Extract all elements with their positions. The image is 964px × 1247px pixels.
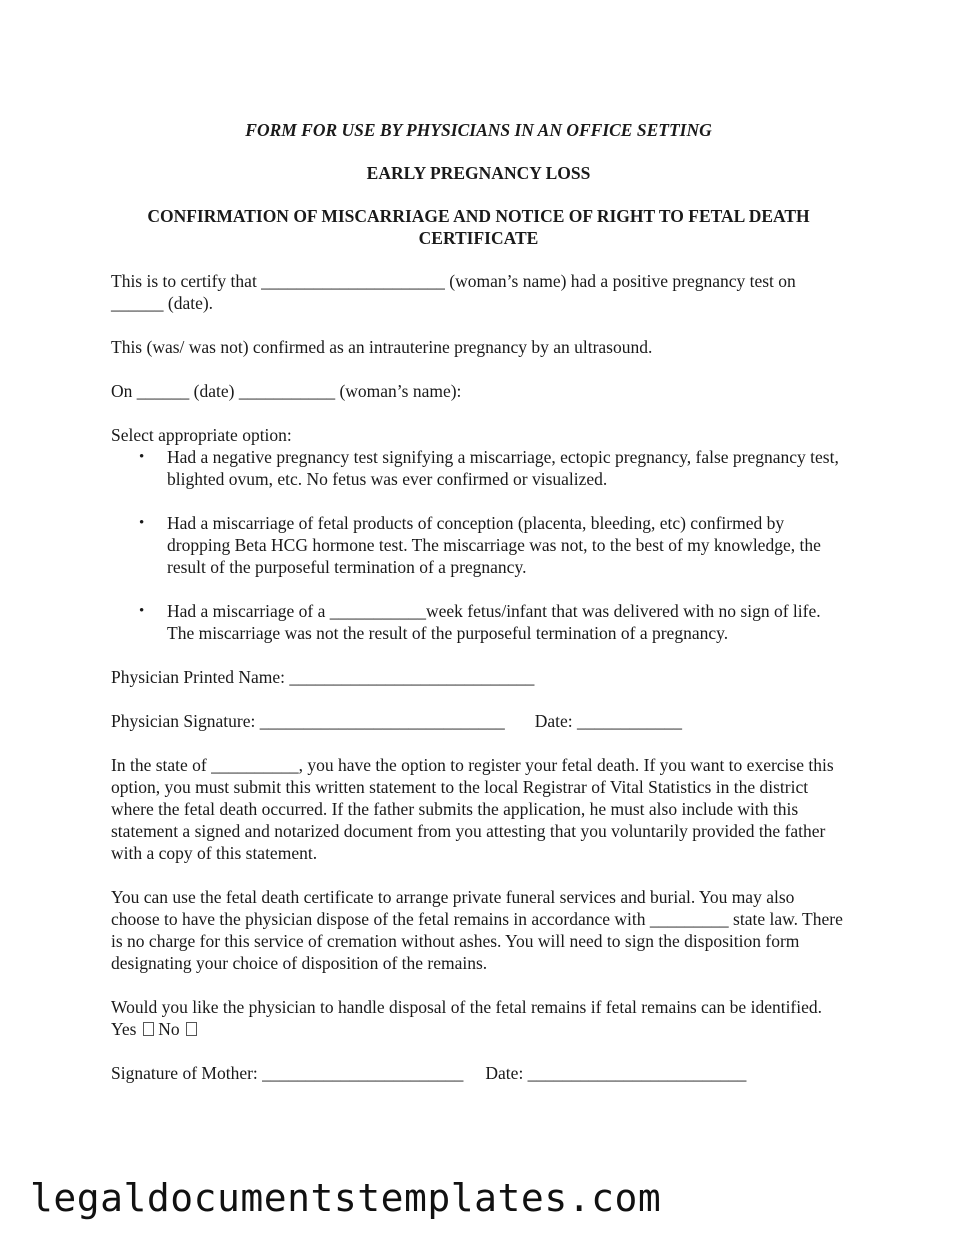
on-date-statement: On ______ (date) ___________ (woman’s name): <box>111 381 462 401</box>
no-checkbox[interactable] <box>186 1022 197 1036</box>
option-fetus-delivered <box>111 600 846 644</box>
certify-statement: This is to certify that _____________________ (woman’s name) had a positive pregnancy test on ______ (date). <box>111 271 796 313</box>
fetal-death-certificate-paragraph: You can use the fetal death certificate to arrange private funeral services and burial. You may also choose to have the physician dispose of the fetal remains in accordance with _________ state law. There is no charge for this service of cremation without ashes. You will need to sign the disposition form designating your choice of disposition of the remains. <box>111 887 843 973</box>
no-label: No <box>158 1019 180 1039</box>
bullet-icon: • <box>139 449 145 465</box>
physician-signature-field: Physician Signature: ____________________________ <box>111 711 505 731</box>
mother-signature-field: Signature of Mother: _______________________ <box>111 1063 464 1083</box>
physician-signature-row <box>111 710 846 732</box>
option-text: Had a miscarriage of a ___________week fetus/infant that was delivered with no sign of life. The miscarriage was not the result of the purposeful termination of a pregnancy. <box>167 601 821 643</box>
option-text: Had a miscarriage of fetal products of conception (placenta, bleeding, etc) confirmed by dropping Beta HCG hormone test. The miscarriage was not, to the best of my knowledge, the result of the purposeful termination of a pregnancy. <box>167 513 821 577</box>
bullet-icon: • <box>139 603 145 619</box>
disposal-question <box>111 996 846 1040</box>
physician-date-field: Date: ____________ <box>534 711 683 731</box>
form-subtitle: EARLY PREGNANCY LOSS <box>366 163 591 183</box>
form-title: CONFIRMATION OF MISCARRIAGE AND NOTICE OF RIGHT TO FETAL DEATH CERTIFICATE <box>147 206 810 248</box>
options-list <box>111 446 846 644</box>
option-products-of-conception <box>111 512 846 578</box>
mother-signature-row <box>111 1062 846 1084</box>
option-text: Had a negative pregnancy test signifying a miscarriage, ectopic pregnancy, false pregnancy test, blighted ovum, etc. No fetus was ever confirmed or visualized. <box>167 447 839 489</box>
site-watermark: legaldocumentstemplates.com <box>30 1176 662 1220</box>
mother-date-field: Date: _________________________ <box>485 1063 747 1083</box>
yes-label: Yes <box>111 1019 137 1039</box>
state-registration-paragraph: In the state of __________, you have the option to register your fetal death. If you want to exercise this option, you must submit this written statement to the local Registrar of Vital Statistics in the district where the fetal death occurred. If the father submits the application, he must also include with this statement a signed and notarized document from you attesting that you voluntarily provided the father with a copy of this statement. <box>111 755 834 863</box>
physician-printed-name-field: Physician Printed Name: ____________________________ <box>111 667 535 687</box>
disposal-question-text: Would you like the physician to handle disposal of the fetal remains if fetal remains can be identified. <box>111 997 823 1017</box>
ultrasound-statement: This (was/ was not) confirmed as an intrauterine pregnancy by an ultrasound. <box>111 337 653 357</box>
select-option-label: Select appropriate option: <box>111 425 292 445</box>
document-page <box>111 119 846 1106</box>
option-negative-test <box>111 446 846 490</box>
bullet-icon: • <box>139 515 145 531</box>
yes-checkbox[interactable] <box>143 1022 154 1036</box>
form-usage-heading: FORM FOR USE BY PHYSICIANS IN AN OFFICE SETTING <box>245 120 712 140</box>
